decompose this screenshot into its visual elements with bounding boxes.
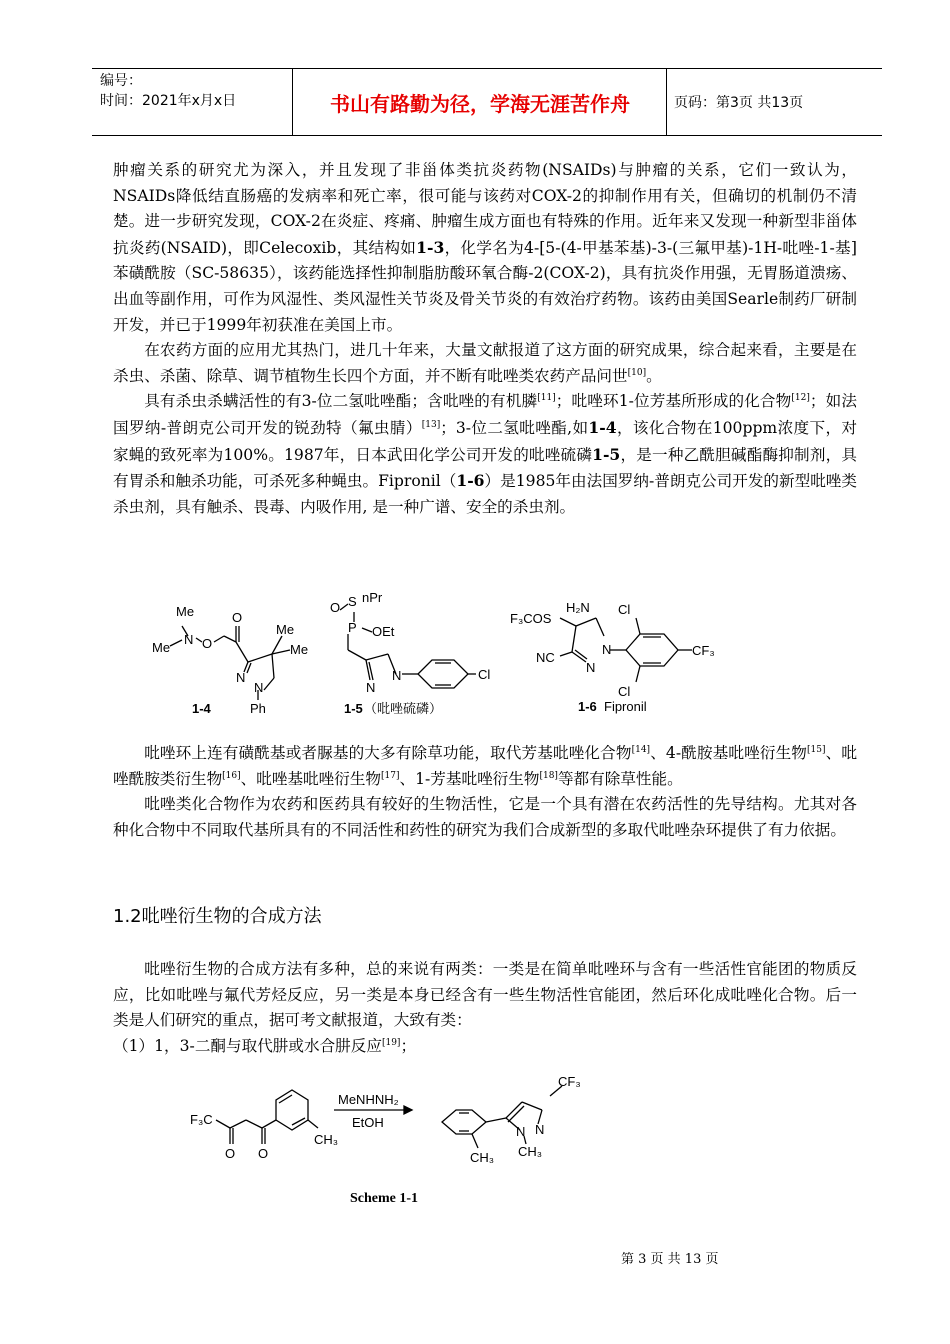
- citation: [18]: [539, 770, 558, 781]
- paragraph-2: [113, 338, 857, 389]
- atom-label: N: [602, 642, 612, 657]
- paragraph-7: [113, 1034, 857, 1060]
- paragraph-3: [113, 389, 857, 520]
- body-text-block-3: [113, 957, 857, 1059]
- compound-ref: 1-3: [416, 237, 445, 257]
- solvent-label: EtOH: [352, 1115, 384, 1130]
- atom-label: O: [202, 636, 213, 651]
- text: 具有杀虫杀螨活性的有3-位二氢吡唑酯；含吡唑的有机膦: [144, 392, 538, 411]
- atom-label: N: [254, 680, 264, 695]
- atom-label: N: [392, 668, 402, 683]
- compound-ref: 1-4: [588, 417, 617, 437]
- atom-label: N: [535, 1122, 545, 1137]
- atom-label: S: [348, 594, 357, 609]
- atom-label: OEt: [372, 624, 395, 639]
- citation: [14]: [631, 744, 651, 755]
- atom-label: P: [348, 620, 357, 635]
- time-label: 时间：2021年x月x日: [100, 93, 237, 109]
- atom-label: Cl: [478, 667, 491, 682]
- compound-1-5-bonds: [340, 604, 476, 688]
- text: ，该化合物在100ppm浓度下，对家蝇的致死率为100%。1987年，日本武田化学公司开发的吡唑硫磷: [113, 418, 857, 464]
- body-text-block-1: [113, 158, 857, 520]
- header-divider: [292, 69, 293, 135]
- header-divider: [666, 69, 667, 135]
- citation: [13]: [421, 419, 441, 430]
- citation: [11]: [537, 393, 556, 404]
- atom-label: Cl: [618, 684, 631, 699]
- compound-ref: 1-6: [456, 471, 485, 491]
- atom-label: Me: [152, 640, 171, 655]
- paragraph-1: [113, 158, 857, 338]
- text: ，化学名为4-[5-(4-甲基苯基)-3-(三氟甲基)-1H-吡唑-1-基]苯磺酰胺（SC-58635），该药能选择性抑制脂肪酸环氧合酶-2(COX-2)，具有抗炎作用强，无胃肠道溃疡、出血等副作用，可作为风湿性、类风湿性关节炎及骨关节炎的有效治疗药物。该药由美国Searle制药厂研制开发，并已于1999年初获准在美国上市。: [113, 238, 857, 334]
- compound-1-6-label: 1-6: [578, 699, 597, 714]
- text: 吡唑类化合物作为农药和医药具有较好的生物活性，它是一个具有潜在农药活性的先导结构。尤其对各种化合物中不同取代基所具有的不同活性和药性的研究为我们合成新型的多取代吡唑杂环提供了有力依据。: [113, 795, 857, 839]
- text: ）是1985年由法国罗纳-普朗克公司开发的新型吡唑类杀虫剂，具有触杀、畏毒、内吸作用, 是一种广谱、安全的杀虫剂。: [113, 472, 857, 516]
- atom-label: CF₃: [558, 1074, 581, 1089]
- atom-label: N: [236, 670, 246, 685]
- text: 在农药方面的应用尤其热门，进几十年来，大量文献报道了这方面的研究成果，综合起来看，主要是在杀虫、杀菌、除草、调节植物生长四个方面，并不断有吡唑类农药产品问世: [113, 341, 857, 385]
- text: 等都有除草性能。: [557, 769, 683, 788]
- text: ；吡唑环1-位芳基所形成的化合物: [555, 392, 792, 411]
- citation: [12]: [791, 393, 810, 404]
- citation: [10]: [627, 367, 647, 378]
- structures-figure: [140, 592, 740, 728]
- atom-label: CH₃: [314, 1132, 339, 1147]
- atom-label: nPr: [362, 592, 383, 605]
- atom-label: N: [184, 632, 194, 647]
- compound-1-5-name: （吡唑硫磷）: [364, 702, 443, 717]
- atom-label: Ph: [250, 701, 266, 716]
- header-page-info: 页码：第3页 共13页: [674, 95, 804, 111]
- scheme-1-1-figure: [180, 1074, 600, 1174]
- atom-label: O: [258, 1146, 269, 1161]
- atom-label: Cl: [618, 602, 631, 617]
- number-label: 编号：: [100, 73, 142, 89]
- text: 、4-酰胺基吡唑衍生物: [650, 744, 808, 762]
- text: ；: [400, 1036, 417, 1055]
- page-header: [92, 68, 882, 136]
- citation: [19]: [381, 1037, 401, 1048]
- text: ；如法国罗纳-普朗克公司开发的锐劲特（氟虫腈）: [113, 392, 857, 437]
- paragraph-6: [113, 957, 857, 1034]
- compound-1-6-bonds: [560, 618, 692, 682]
- paragraph-5: [113, 792, 857, 843]
- atom-label: Me: [276, 622, 295, 637]
- atom-label: F₃C: [190, 1112, 213, 1127]
- atom-label: CH₃: [470, 1150, 495, 1165]
- body-text-block-2: [113, 741, 857, 843]
- section-heading: 1.2吡唑衍生物的合成方法: [113, 906, 322, 927]
- atom-label: H₂N: [566, 600, 590, 615]
- text: ；3-位二氢吡唑酯,如: [440, 418, 589, 437]
- citation: [17]: [381, 770, 400, 781]
- text: （1）1，3-二酮与取代肼或水合肼反应: [113, 1036, 382, 1055]
- atom-label: Me: [290, 642, 309, 657]
- compound-1-5-label: 1-5: [344, 701, 363, 716]
- page-footer: 第 3 页 共 13 页: [621, 1252, 719, 1267]
- atom-label: N: [366, 680, 376, 695]
- text: 、吡唑酰胺类衍生物: [113, 744, 857, 788]
- header-motto: 书山有路勤为径，学海无涯苦作舟: [330, 91, 630, 116]
- text: ，是一种乙酰胆碱酯酶抑制剂，具有胃杀和触杀功能，可杀死多种蝇虫。Fipronil（: [113, 445, 857, 491]
- text: 吡唑衍生物的合成方法有多种，总的来说有两类：一类是在简单吡唑环与含有一些活性官能团的物质反应，比如吡唑与氟代芳烃反应，另一类是本身已经含有一些生物活性官能团，然后环化成吡唑化合物。后一类是人们研究的重点，据可考文献报道，大致有类：: [113, 960, 857, 1030]
- compound-ref: 1-5: [592, 444, 621, 464]
- atom-label: F₃COS: [510, 611, 552, 626]
- atom-label: O: [330, 600, 341, 615]
- text: 。: [646, 366, 662, 385]
- compound-1-6-name: Fipronil: [604, 699, 647, 714]
- scheme-labels: [190, 1074, 581, 1165]
- citation: [15]: [807, 744, 826, 755]
- atom-label: O: [225, 1146, 236, 1161]
- paragraph-4: [113, 741, 857, 792]
- atom-label: CH₃: [518, 1144, 543, 1159]
- text: 肿瘤关系的研究尤为深入，并且发现了非甾体类抗炎药物(NSAIDs)与肿瘤的关系，它们一致认为，NSAIDs降低结直肠癌的发病率和死亡率，很可能与该药对COX-2的抑制作用有关，但确切的机制仍不清楚。进一步研究发现，COX-2在炎症、疼痛、肿瘤生成方面也有特殊的作用。近年来又发现一种新型非甾体抗炎药(NSAID)，即Celecoxib，其结构如: [113, 161, 857, 257]
- atom-label: N: [586, 660, 596, 675]
- header-meta: [100, 71, 290, 111]
- reagent-label: MeNHNH₂: [338, 1092, 399, 1107]
- atom-label: N: [516, 1124, 526, 1139]
- text: 、吡唑基吡唑衍生物: [240, 769, 382, 788]
- compound-1-4-label: 1-4: [192, 701, 211, 716]
- text: 、1-芳基吡唑衍生物: [399, 769, 540, 788]
- scheme-caption: Scheme 1-1: [350, 1191, 419, 1206]
- atom-label: NC: [536, 650, 555, 665]
- citation: [16]: [222, 770, 241, 781]
- atom-label: Me: [176, 604, 195, 619]
- atom-label: O: [232, 610, 243, 625]
- atom-label: CF₃: [692, 643, 715, 658]
- text: 吡唑环上连有磺酰基或者脲基的大多有除草功能，取代芳基吡唑化合物: [144, 744, 632, 762]
